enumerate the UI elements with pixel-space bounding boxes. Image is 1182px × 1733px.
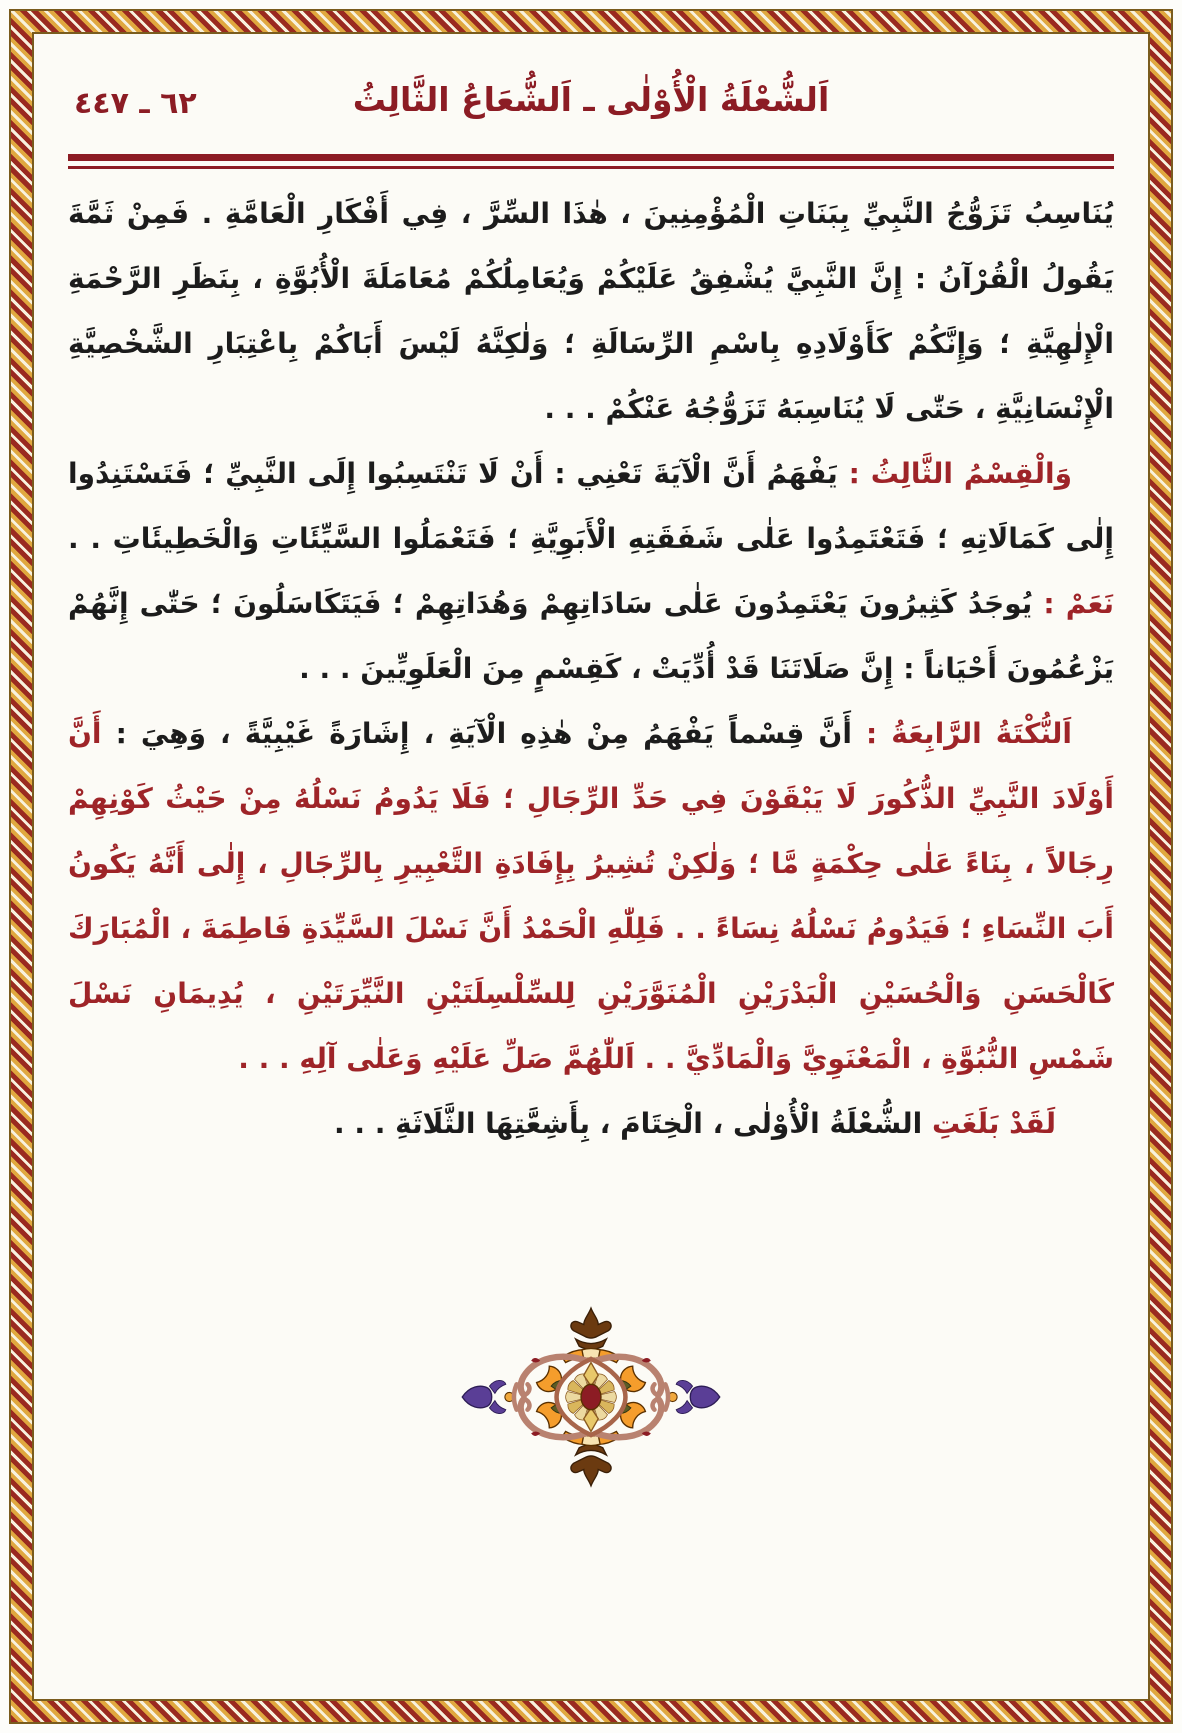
red-text-segment: وَالْقِسْمُ الثَّالِثُ : [837,457,1072,490]
text-segment: الشُّعْلَةُ الْأُوْلٰى ، الْخِتَامَ ، بِأَشِعَّتِهَا الثَّلَاثَةِ . . . [333,1107,923,1140]
paragraph [68,1091,1114,1156]
header-double-rule [68,154,1114,169]
red-text-segment: نَعَمْ : [1032,587,1114,620]
arabesque-medallion-icon [455,1306,727,1488]
red-text-segment: أَنَّ أَوْلَادَ النَّبِيِّ الذُّكُورَ لَا يَبْقَوْنَ فِي حَدِّ الرِّجَالِ ؛ فَلَا يَدُومُ نَسْلُهُ مِنْ حَيْثُ كَوْنِهِمْ رِجَالاً ، بِنَاءً عَلٰى حِكْمَةٍ مَّا ؛ وَلٰكِنْ تُشِيرُ بِإِفَادَةِ التَّعْبِيرِ بِالرِّجَالِ ، إِلٰى أَنَّهُ يَكُونُ أَبَ النِّسَاءِ ؛ فَيَدُومُ نَسْلُهُ نِسَاءً . . فَلِلّٰهِ الْحَمْدُ أَنَّ نَسْلَ السَّيِّدَةِ فَاطِمَةَ ، الْمُبَارَكَ كَالْحَسَنِ وَالْحُسَيْنِ الْبَدْرَيْنِ الْمُنَوَّرَيْنِ لِلسِّلْسِلَتَيْنِ النَّيِّرَتَيْنِ ، يُدِيمَانِ نَسْلَ شَمْسِ النُّبُوَّةِ ، الْمَعْنَوِيَّ وَالْمَادِّيَّ . . اَللّٰهُمَّ صَلِّ عَلَيْهِ وَعَلٰى آلِهِ . . . [68,717,1114,1075]
paragraph [68,181,1114,441]
page-inner [32,32,1150,1701]
body-text [68,181,1114,1156]
page-title: اَلشُّعْلَةُ الْأُوْلٰى ـ اَلشُّعَاعُ الثَّالِثُ [352,80,830,119]
paragraph [68,701,1114,1091]
text-segment: أَنَّ قِسْماً يَفْهَمُ مِنْ هٰذِهِ الْآيَةِ ، إِشَارَةً غَيْبِيَّةً ، وَهِيَ : [101,717,852,750]
paragraph [68,441,1114,701]
text-segment: يُوجَدُ كَثِيرُونَ يَعْتَمِدُونَ عَلٰى سَادَاتِهِمْ وَهُدَاتِهِمْ ؛ فَيَتَكَاسَلُونَ ؛ حَتّٰى إِنَّهُمْ يَزْعُمُونَ أَحْيَاناً : إِنَّ صَلَاتَنَا قَدْ أُدِّيَتْ ، كَقِسْمٍ مِنَ الْعَلَوِيِّينَ . . . [68,587,1114,685]
page-number: ٦٢ ـ ٤٤٧ [74,86,197,121]
text-segment: يَفْهَمُ أَنَّ الْآيَةَ تَعْنِي : أَنْ لَا تَنْتَسِبُوا إِلَى النَّبِيِّ ؛ فَتَسْتَنِدُوا إِلٰى كَمَالَاتِهِ ؛ فَتَعْتَمِدُوا عَلٰى شَفَقَتِهِ الْأَبَوِيَّةِ ؛ فَتَعْمَلُوا السَّيِّئَاتِ وَالْخَطِيئَاتِ . . [68,457,1114,555]
red-text-segment: لَقَدْ بَلَغَتِ [922,1107,1056,1140]
text-segment: يُنَاسِبُ تَزَوُّجُ النَّبِيِّ بِبَنَاتِ الْمُؤْمِنِينَ ، هٰذَا السِّرَّ ، فِي أَفْكَارِ الْعَامَّةِ . فَمِنْ ثَمَّةَ يَقُولُ الْقُرْآنُ : إِنَّ النَّبِيَّ يُشْفِقُ عَلَيْكُمْ وَيُعَامِلُكُمْ مُعَامَلَةَ الْأُبُوَّةِ ، بِنَظَرِ الرَّحْمَةِ الْإِلٰهِيَّةِ ؛ وَإِنَّكُمْ كَأَوْلَادِهِ بِاسْمِ الرِّسَالَةِ ؛ وَلٰكِنَّهُ لَيْسَ أَبَاكُمْ بِاعْتِبَارِ الشَّخْصِيَّةِ الْإِنْسَانِيَّةِ ، حَتّٰى لَا يُنَاسِبَهُ تَزَوُّجُهُ عَنْكُمْ . . . [68,197,1114,425]
red-text-segment: اَلنُّكْتَةُ الرَّابِعَةُ : [851,717,1072,750]
decorative-border [9,9,1173,1724]
ornament [455,1306,727,1488]
page-header [68,80,1114,146]
